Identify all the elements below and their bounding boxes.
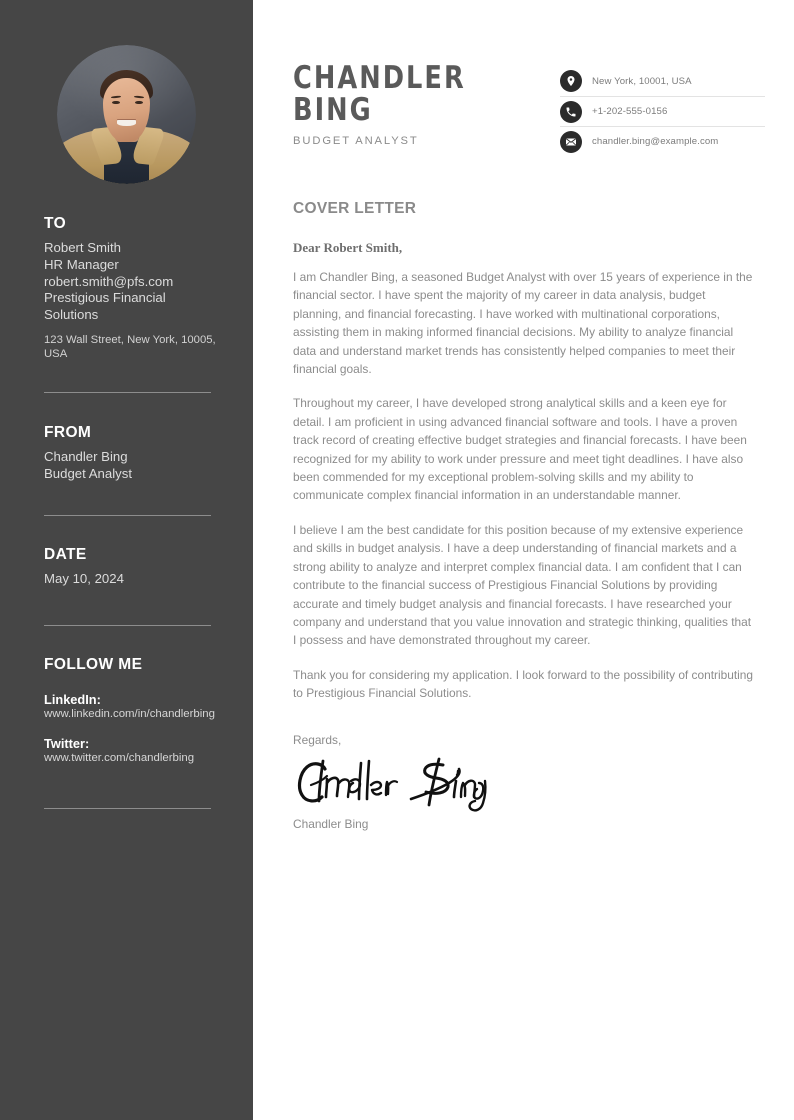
- letter-body: [293, 200, 755, 831]
- contact-phone-text: +1-202-555-0156: [592, 106, 668, 117]
- follow-heading: FOLLOW ME: [44, 656, 143, 673]
- paragraph-1: I am Chandler Bing, a seasoned Budget Analyst with over 15 years of experience in the financial sector. I have spent the majority of my career in data analysis, budget planning, and financial forecasting. I have worked with multinational corporations, assisting them in making informed financial decisions. My ability to analyze financial data and understand market trends has consistently helped companies to meet their financial goals.: [293, 270, 753, 377]
- signature-block: [293, 755, 755, 817]
- closing-line: Regards,: [293, 732, 342, 747]
- main-content: [253, 0, 794, 1120]
- twitter-url[interactable]: www.twitter.com/chandlerbing: [44, 751, 195, 764]
- paragraph-4: Thank you for considering my application. I look forward to the possibility of contributing to Prestigious Financial Solutions.: [293, 667, 754, 701]
- envelope-icon: [560, 131, 582, 153]
- social-item-twitter[interactable]: [44, 736, 219, 766]
- to-line-1: Robert Smith: [44, 240, 121, 255]
- from-line-2: Budget Analyst: [44, 465, 132, 481]
- divider-follow-bottom: [44, 808, 211, 809]
- contact-address-text: New York, 10001, USA: [592, 75, 692, 87]
- from-section: [44, 424, 219, 483]
- contact-row-address: [560, 66, 765, 96]
- follow-section: [44, 656, 219, 766]
- to-line-3: robert.smith@pfs.com: [44, 273, 174, 289]
- to-address: 123 Wall Street, New York, 10005, USA: [44, 333, 216, 361]
- paragraph-3: I believe I am the best candidate for this position because of my extensive experience and skills in budget analysis. I have a deep understanding of financial markets and a strong ability to analyze and interpret complex financial data. I am confident that I can contribute to the financial success of Prestigious Financial Solutions by providing accurate and timely budget analysis and financial forecasts. I have researched your company and understand that you value innovation and strategic thinking, qualities that I possess and have demonstrated throughout my career.: [293, 522, 752, 648]
- to-section: [44, 215, 219, 362]
- social-item-linkedin[interactable]: [44, 692, 219, 722]
- avatar: [57, 45, 196, 184]
- name-block: [293, 62, 481, 147]
- page-title: COVER LETTER: [293, 200, 417, 217]
- avatar-eye-left: [112, 101, 120, 105]
- job-title: BUDGET ANALYST: [293, 135, 419, 147]
- date-heading: DATE: [44, 546, 87, 563]
- linkedin-url[interactable]: www.linkedin.com/in/chandlerbing: [44, 708, 215, 720]
- paragraph-2: Throughout my career, I have developed strong analytical skills and a keen eye for detail. I am proficient in using advanced financial software and tools. I have a proven track record of creating effective budget strategies and financial forecasts. I have been recognized for my ability to work under pressure and meet tight deadlines. I have also been commended for my exceptional problem-solving skills and my ability to communicate complex financial information in an understandable manner.: [293, 396, 747, 503]
- location-pin-icon: [560, 70, 582, 92]
- avatar-eye-right: [135, 101, 143, 105]
- to-line-4: Prestigious Financial: [44, 290, 166, 306]
- avatar-smile: [117, 120, 136, 126]
- contact-row-phone: [560, 96, 765, 126]
- sidebar: [0, 0, 253, 1120]
- signature-image: [293, 755, 523, 813]
- divider-to-from: [44, 392, 211, 393]
- name-last: BING: [293, 92, 373, 128]
- twitter-label: Twitter:: [44, 735, 90, 751]
- contact-list: [560, 66, 765, 156]
- divider-date-follow: [44, 625, 211, 626]
- contact-email-text: chandler.bing@example.com: [592, 136, 719, 147]
- from-heading: FROM: [44, 424, 92, 441]
- to-line-5: Solutions: [44, 307, 99, 323]
- date-value: May 10, 2024: [44, 571, 124, 586]
- signature-name: Chandler Bing: [293, 816, 369, 831]
- avatar-photo: [57, 45, 196, 184]
- linkedin-label: LinkedIn:: [44, 692, 101, 707]
- to-heading: TO: [44, 215, 67, 232]
- date-section: [44, 546, 219, 588]
- phone-icon: [560, 101, 582, 123]
- divider-from-date: [44, 515, 211, 516]
- from-line-1: Chandler Bing: [44, 449, 128, 464]
- salutation: Dear Robert Smith,: [293, 240, 403, 255]
- to-line-2: HR Manager: [44, 256, 119, 272]
- name-first: CHANDLER: [293, 60, 466, 96]
- contact-row-email: [560, 126, 765, 156]
